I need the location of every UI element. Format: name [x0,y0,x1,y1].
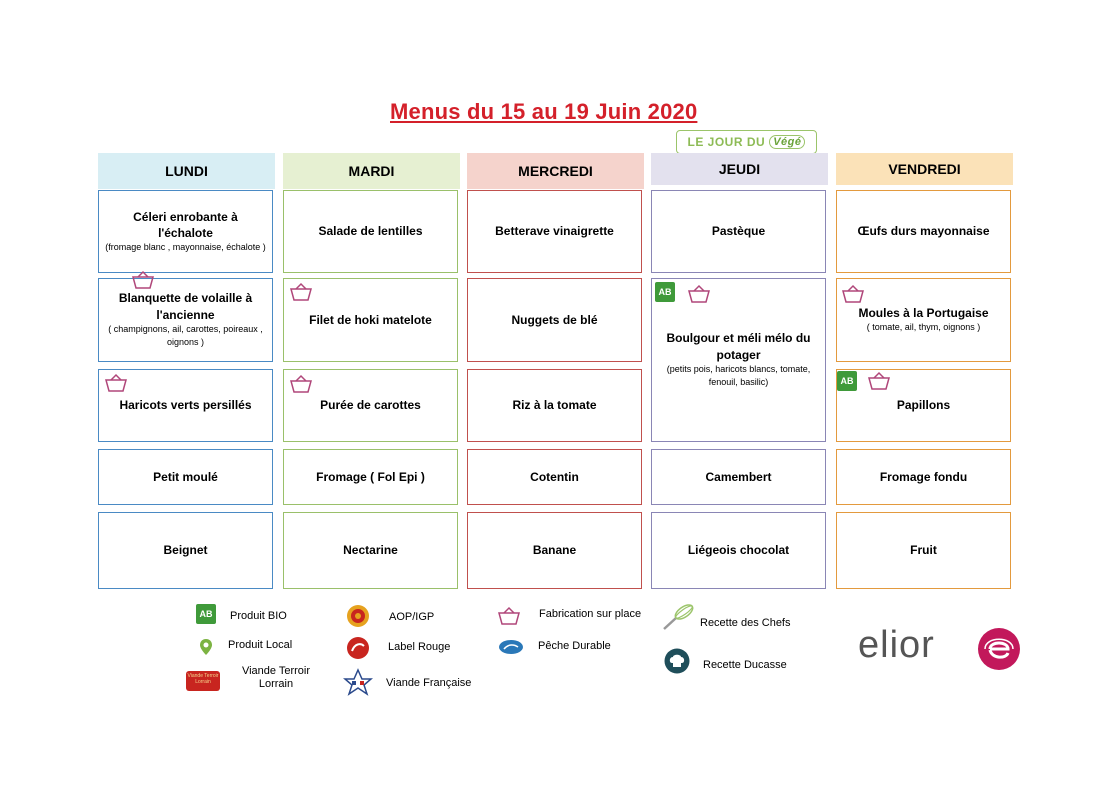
menu-cell [283,512,458,589]
bio-ab-icon: AB [837,371,857,391]
veg-badge-text: LE JOUR DU [687,135,766,149]
legend-chefs-label: Recette des Chefs [700,617,791,629]
basket-icon [866,371,892,391]
dish-name: Cotentin [530,469,579,484]
dish-name: Blanquette de volaille à l'ancienne [118,291,253,322]
dish-name: Œufs durs mayonnaise [857,224,990,239]
menu-cell [836,369,1011,442]
legend-viande-fr-label: Viande Française [386,677,472,689]
menu-cell [467,512,642,589]
whisk-icon [660,603,696,633]
aop-igp-icon [346,604,370,628]
dish-name: Nuggets de blé [511,312,598,327]
menu-cell [467,190,642,273]
dish-name: Riz à la tomate [512,398,597,413]
basket-icon [686,284,712,304]
peche-durable-icon [498,639,526,655]
legend-ducasse-label: Recette Ducasse [703,659,787,671]
dish-details: (fromage blanc , mayonnaise, échalote ) [105,241,266,252]
viande-francaise-icon [343,668,373,696]
legend-aop-label: AOP/IGP [389,611,435,623]
dish-details: (petits pois, haricots blancs, tomate, fenouil, basilic) [666,363,811,388]
day-header-lundi: LUNDI [98,153,275,189]
dish-name: Camembert [705,469,772,484]
legend-bio-label: Produit BIO [230,610,287,622]
menu-cell [467,278,642,362]
fabrication-basket-icon [496,606,522,626]
jour-du-vege-badge [676,130,817,154]
menu-cell [467,369,642,442]
basket-icon [288,374,314,394]
dish-name: Salade de lentilles [318,224,423,239]
basket-icon [103,373,129,393]
dish-name: Purée de carottes [320,398,421,413]
dish-name: Céleri enrobante à l'échalote [133,209,238,240]
day-header-jeudi: JEUDI [651,153,828,185]
dish-name: Fruit [910,543,937,558]
dish-name: Boulgour et méli mélo du potager [666,331,811,362]
dish-name: Betterave vinaigrette [495,224,614,239]
menu-cell [836,190,1011,273]
dish-details: ( tomate, ail, thym, oignons ) [866,322,981,333]
menu-cell [283,449,458,505]
legend-label-rouge-label: Label Rouge [388,641,451,653]
dish-name: Pastèque [711,224,766,239]
legend-fabrication-label: Fabrication sur place [539,608,642,620]
menu-cell [98,449,273,505]
day-header-mardi: MARDI [283,153,460,189]
menu-cell [98,278,273,362]
legend-peche-label: Pêche Durable [538,640,611,652]
label-rouge-icon [346,636,370,660]
day-header-vendredi: VENDREDI [836,153,1013,185]
dish-name: Liégeois chocolat [687,543,790,558]
dish-name: Moules à la Portugaise [858,306,989,321]
page-title: Menus du 15 au 19 Juin 2020 [390,99,698,124]
menu-cell [651,190,826,273]
menu-cell [651,512,826,589]
dish-name: Fromage fondu [879,469,968,484]
dish-name: Banane [532,543,577,558]
menu-cell [467,449,642,505]
basket-icon [840,284,866,304]
dish-name: Papillons [896,398,951,413]
legend-bio-icon: AB [196,604,216,624]
menu-cell [651,449,826,505]
legend-local-label: Produit Local [228,639,293,651]
menu-cell [98,190,273,273]
basket-icon [288,282,314,302]
menu-cell [651,278,826,442]
elior-logo-text: elior [858,624,935,666]
veg-badge-word: Végé [769,135,805,149]
day-header-mercredi: MERCREDI [467,153,644,189]
menu-cell [283,190,458,273]
menu-cell [98,512,273,589]
terroir-lorrain-icon: Viande Terroir Lorrain [186,671,220,691]
dish-details: ( champignons, ail, carottes, poireaux , oignons ) [108,323,263,348]
dish-name: Beignet [163,543,208,558]
legend-terroir-label: Viande Terroir Lorrain [241,665,311,690]
bio-ab-icon: AB [655,282,675,302]
dish-name: Haricots verts persillés [119,398,252,413]
dish-name: Filet de hoki matelote [309,312,432,327]
dish-name: Petit moulé [153,469,218,484]
dish-name: Nectarine [343,543,398,558]
local-pin-icon [197,638,215,656]
dish-name: Fromage ( Fol Epi ) [316,469,425,484]
elior-logo-icon [976,626,1022,672]
menu-cell [836,449,1011,505]
menu-cell [836,512,1011,589]
basket-icon [130,270,156,290]
chef-hat-icon [664,648,690,674]
